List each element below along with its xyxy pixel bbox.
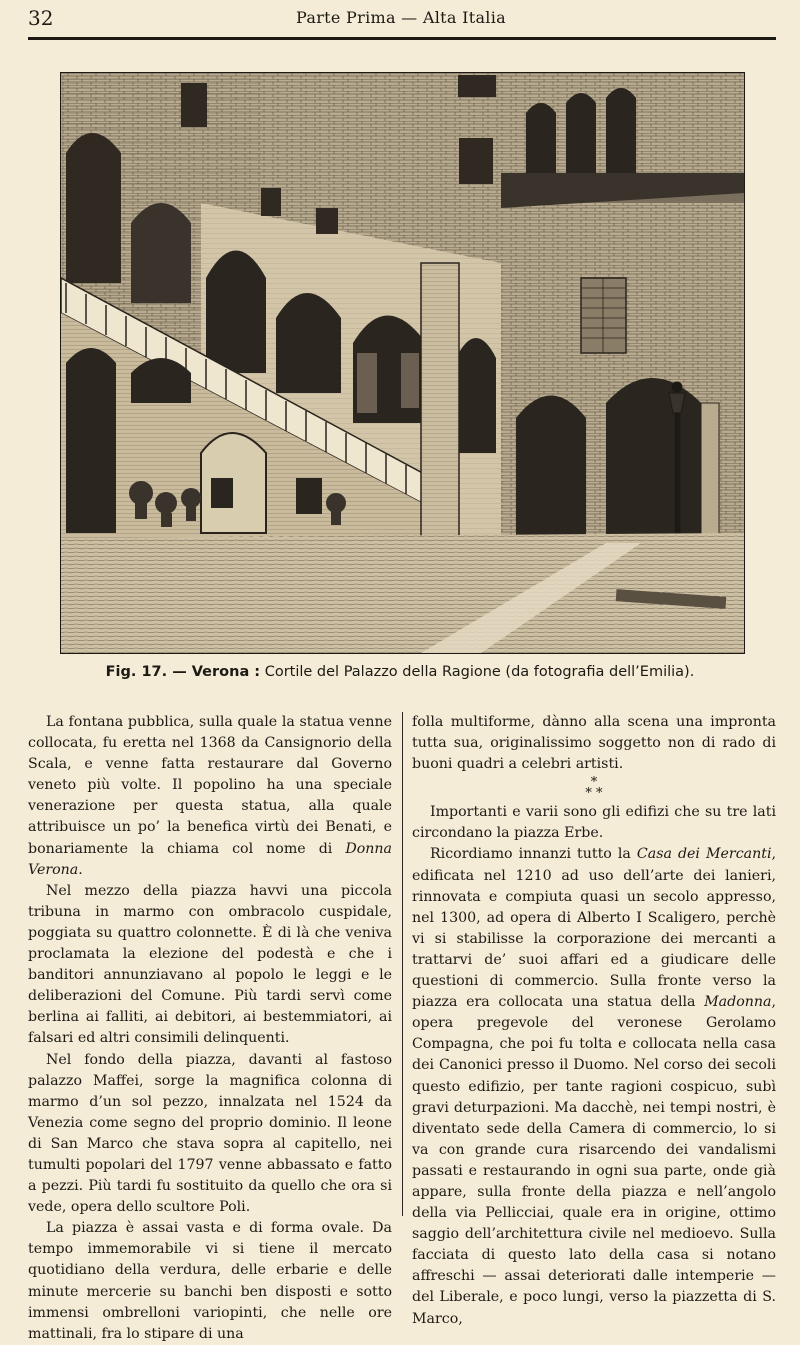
page-number: 32 (28, 6, 54, 30)
paragraph-fontana (28, 712, 392, 881)
asterism-top: * (590, 775, 598, 791)
paragraph-text: , opera pregevole del veronese Gerolamo Compagna, che poi fu tolta e collocata nella casa dei Canonici presso il Duomo. Nel corso dei secoli questo edifizio, per tante ragioni cospicuo, subì gravi deturpazioni. Ma dacchè, nei tempi nostri, è diventato sede della Camera di commercio, lo si va con grande cura risarcendo dei vandalismi passati e restaurando in ogni sua parte, onde già appare, sulla fronte della piazza e nell’angolo della via Pellicciai, quale era in origine, ottimo saggio dell’architettura civile nel medioevo. Sulla facciata di questo lato della casa si notano affreschi — assai deteriorati dalle intemperie — del Liberale, e poco lungi, verso la piazzetta di S. Marco, (412, 994, 776, 1327)
engraving-illustration (60, 72, 745, 654)
column-rule (402, 712, 403, 1216)
asterism-bottom: * * (585, 786, 603, 802)
italic-term: Donna Verona (28, 840, 392, 878)
figure-caption-text: Cortile del Palazzo della Ragione (da fotografia dell’Emilia). (264, 664, 695, 680)
left-column (28, 712, 392, 1345)
paragraph-text: La fontana pubblica, sulla quale la statua venne collocata, fu eretta nel 1368 da Cansignorio della Scala, e venne fatta restaurare dal Governo veneto più volte. Il popolino ha una speciale venerazione per questa statua, alla quale attribuisce un po’ la benefica virtù dei Benati, e bonariamente la chiama col nome di (28, 714, 392, 857)
header-rule (28, 37, 776, 40)
paragraph-continuation: folla multiforme, dànno alla scena una impronta tutta sua, originalissimo soggetto non di rado di buoni quadri a celebri artisti. (412, 714, 776, 773)
page-header (28, 6, 774, 32)
paragraph-text: . (78, 861, 83, 878)
paragraph-piazza: La piazza è assai vasta e di forma ovale. Da tempo immemorabile vi si tiene il mercato quotidiano della verdura, delle erbarie e delle minute mercerie su banchi ben disposti e sotto immensi ombrelloni variopinti, che nelle ore mattinali, fra lo stipare di una (28, 1220, 392, 1342)
right-column (412, 712, 776, 1330)
paragraph-edifizi: Importanti e varii sono gli edifizi che su tre lati circondano la piazza Erbe. (412, 804, 776, 842)
paragraph-tribuna: Nel mezzo della piazza havvi una piccola tribuna in marmo con ombracolo cuspidale, poggiata su quattro colonnette. È di là che veniva proclamata la elezione del podestà e che i banditori annunziavano al popolo le leggi e le deliberazioni del Comune. Più tardi servì come berlina ai falliti, ai debitori, ai bestemmiatori, ai falsari ed altri consimili delinquenti. (28, 882, 392, 1047)
figure-caption (0, 664, 800, 680)
paragraph-text: Ricordiamo innanzi tutto la (430, 846, 637, 863)
italic-term: Casa dei Mercanti (636, 846, 772, 863)
italic-term: Madonna (704, 994, 772, 1011)
paragraph-colonna: Nel fondo della piazza, davanti al fastoso palazzo Maffei, sorge la magnifica colonna di marmo d’un sol pezzo, innalzata nel 1524 da Venezia come segno del proprio dominio. Il leone di San Marco che stava sopra al capitello, nei tumulti popolari del 1797 venne abbassato e fatto a pezzi. Più tardi fu sostituito da quello che ora si vede, opera dello scultore Poli. (28, 1051, 392, 1216)
running-head: Parte Prima — Alta Italia (296, 8, 506, 27)
asterism (412, 775, 776, 802)
figure-label: Fig. 17. — Verona : (105, 664, 261, 680)
paragraph-text: , edificata nel 1210 ad uso dell’arte dei lanieri, rinnovata e compiuta quasi un secolo appresso, nel 1300, ad opera di Alberto I Scaligero, perchè vi si stabilisse la corporazione dei mercanti a trattarvi de’ suoi affari ed a giudicare delle questioni di commercio. Sulla fronte verso la piazza era collocata una statua della (412, 846, 776, 1011)
paragraph-casa-mercanti (412, 844, 776, 1329)
